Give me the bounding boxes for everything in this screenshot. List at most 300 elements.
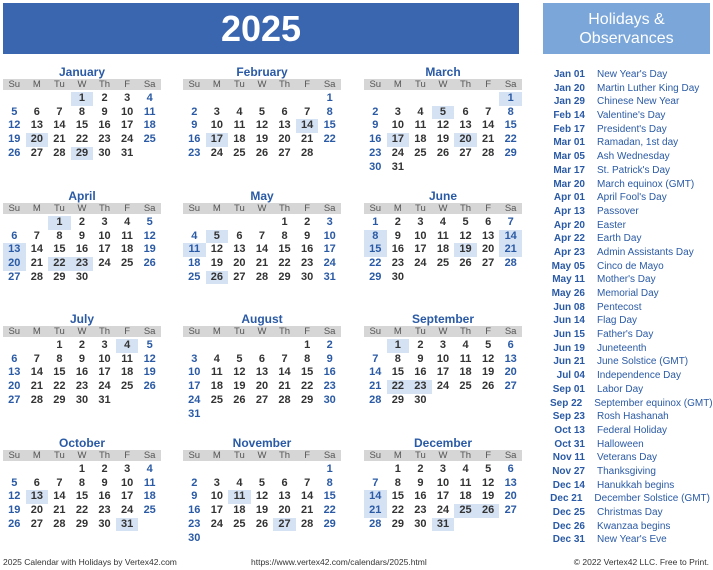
weekday-label: Sa <box>143 79 156 90</box>
day-cell: 7 <box>258 229 266 242</box>
day-cell: 19 <box>255 504 269 517</box>
day-cell: 12 <box>482 476 495 489</box>
weekday-label: F <box>304 450 310 461</box>
weekday-header <box>364 79 522 90</box>
month-june <box>364 189 522 296</box>
weekday-label: F <box>485 450 491 461</box>
day-cell: 1 <box>78 463 86 475</box>
day-cell: 27 <box>504 504 517 517</box>
holiday-name: Juneteenth <box>597 342 647 354</box>
day-cell: 11 <box>211 366 223 379</box>
day-cell: 29 <box>53 393 66 406</box>
holiday-item <box>550 178 710 192</box>
day-cell: 6 <box>281 476 288 489</box>
day-cell: 24 <box>98 257 111 270</box>
day-cell: 5 <box>485 339 492 351</box>
weekday-label: Tu <box>54 326 65 337</box>
weekday-label: M <box>212 450 221 461</box>
day-cell: 25 <box>436 257 450 270</box>
holiday-day-cell: 4 <box>116 339 139 353</box>
weekday-header <box>3 79 161 90</box>
day-cell: 13 <box>504 352 517 365</box>
weekday-label: F <box>304 79 310 90</box>
day-cell: 1 <box>394 463 401 475</box>
holiday-day-cell: 15 <box>364 243 387 257</box>
weekday-header <box>183 326 341 337</box>
day-cell: 24 <box>391 146 404 159</box>
day-cell: 29 <box>278 270 291 283</box>
day-cell: 20 <box>482 243 495 256</box>
day-cell: 7 <box>485 105 492 118</box>
holiday-date: May 26 <box>551 288 585 299</box>
holiday-day-cell: 13 <box>26 490 49 504</box>
day-cell: 28 <box>255 270 269 283</box>
day-cell: 17 <box>436 490 450 503</box>
day-cell: 4 <box>439 216 447 228</box>
weekday-header <box>3 450 161 461</box>
holiday-date: Dec 26 <box>552 520 585 532</box>
holiday-name: Cinco de Mayo <box>597 260 664 272</box>
holiday-day-cell: 26 <box>206 271 229 285</box>
month-days <box>364 461 522 543</box>
holiday-name: December Solstice (GMT) <box>594 493 710 505</box>
day-cell: 28 <box>369 393 382 406</box>
holiday-day-cell: 17 <box>206 133 229 147</box>
weekday-label: Tu <box>234 79 245 90</box>
day-cell: 25 <box>459 380 472 393</box>
day-cell: 5 <box>146 339 153 351</box>
weekday-label: Tu <box>415 203 426 214</box>
holiday-day-cell: 14 <box>364 490 387 504</box>
day-cell: 6 <box>485 216 492 228</box>
day-cell: 23 <box>391 257 404 270</box>
weekday-label: Tu <box>54 79 65 90</box>
day-cell: 17 <box>121 490 134 503</box>
day-cell: 31 <box>391 160 404 173</box>
day-cell: 5 <box>236 352 243 365</box>
day-cell: 4 <box>417 105 424 118</box>
day-cell: 7 <box>372 352 379 365</box>
holiday-day-cell: 31 <box>116 518 139 532</box>
holiday-day-cell: 22 <box>387 380 410 394</box>
holidays-header-text: Holidays & Observances <box>579 10 674 47</box>
holiday-date: Oct 13 <box>554 424 585 436</box>
day-cell: 16 <box>414 366 427 379</box>
holiday-day-cell: 20 <box>26 133 49 147</box>
day-cell: 15 <box>53 366 66 379</box>
day-cell: 12 <box>459 229 472 242</box>
weekday-label: F <box>485 79 491 90</box>
holiday-name: March equinox (GMT) <box>597 178 695 190</box>
holiday-day-cell: 1 <box>48 216 71 230</box>
day-cell: 30 <box>391 270 404 283</box>
day-cell: 19 <box>482 366 495 379</box>
month-april <box>3 189 161 296</box>
day-cell: 22 <box>504 133 517 146</box>
day-cell: 15 <box>278 243 291 256</box>
day-cell: 3 <box>124 92 131 104</box>
holiday-date: Sep 22 <box>550 397 583 409</box>
day-cell: 24 <box>323 257 336 270</box>
holiday-day-cell: 14 <box>499 230 522 244</box>
day-cell: 18 <box>121 243 134 256</box>
day-cell: 12 <box>143 352 156 365</box>
weekday-label: Tu <box>415 326 426 337</box>
holiday-day-cell: 5 <box>432 106 455 120</box>
day-cell: 15 <box>323 490 336 503</box>
holiday-date: May 11 <box>552 274 585 286</box>
day-cell: 23 <box>98 504 111 517</box>
weekday-label: Sa <box>143 203 156 214</box>
holiday-date: Dec 31 <box>552 534 585 546</box>
month-march <box>364 65 522 172</box>
day-cell: 20 <box>255 380 269 393</box>
day-cell: 27 <box>8 393 21 406</box>
day-cell: 30 <box>98 517 111 530</box>
weekday-label: Sa <box>323 326 336 337</box>
holiday-day-cell: 1 <box>71 92 94 106</box>
day-cell: 3 <box>191 352 198 365</box>
day-cell: 3 <box>439 463 447 475</box>
day-cell: 20 <box>233 257 246 270</box>
day-cell: 29 <box>391 517 404 530</box>
day-cell: 29 <box>75 517 89 530</box>
weekday-label: W <box>77 450 87 461</box>
day-cell: 6 <box>507 339 514 351</box>
day-cell: 4 <box>462 463 469 475</box>
holiday-date: Mar 20 <box>553 178 585 190</box>
holiday-item <box>550 492 710 506</box>
day-cell: 20 <box>278 133 291 146</box>
day-cell: 8 <box>507 105 514 118</box>
day-cell: 5 <box>485 463 492 475</box>
holiday-name: Independence Day <box>597 370 681 382</box>
weekday-label: M <box>393 203 402 214</box>
day-cell: 21 <box>369 380 382 393</box>
month-days <box>183 90 341 172</box>
holiday-item <box>550 205 710 219</box>
month-name: August <box>241 312 283 326</box>
day-cell: 7 <box>304 476 311 489</box>
day-cell: 27 <box>30 146 43 159</box>
day-cell: 24 <box>436 380 450 393</box>
weekday-label: Th <box>98 450 111 461</box>
month-days <box>3 90 161 172</box>
day-cell: 23 <box>75 380 89 393</box>
day-cell: 19 <box>143 366 156 379</box>
holiday-name: Chinese New Year <box>597 96 680 108</box>
weekday-label: Sa <box>323 79 336 90</box>
holiday-date: Jan 20 <box>553 82 585 94</box>
weekday-label: F <box>485 203 491 214</box>
holiday-name: Federal Holiday <box>597 424 668 436</box>
day-cell: 18 <box>143 119 156 132</box>
month-name: October <box>58 436 105 450</box>
month-september <box>364 312 522 419</box>
day-cell: 10 <box>210 119 223 132</box>
day-cell: 21 <box>278 380 291 393</box>
weekday-label: M <box>32 203 41 214</box>
day-cell: 11 <box>414 119 427 132</box>
holiday-date: Oct 31 <box>554 438 585 450</box>
holiday-name: New Year's Eve <box>597 534 667 546</box>
day-cell: 10 <box>436 352 450 365</box>
weekday-label: W <box>77 326 87 337</box>
day-cell: 24 <box>121 133 134 146</box>
weekday-label: Su <box>369 79 382 90</box>
holiday-day-cell: 11 <box>228 490 251 504</box>
day-cell: 27 <box>255 393 269 406</box>
day-cell: 2 <box>417 339 424 351</box>
month-days <box>364 337 522 419</box>
weekday-label: M <box>212 326 221 337</box>
holiday-item <box>550 191 710 205</box>
day-cell: 14 <box>53 490 66 503</box>
weekday-label: Th <box>98 326 111 337</box>
day-cell: 12 <box>482 352 495 365</box>
day-cell: 28 <box>53 146 66 159</box>
day-cell: 24 <box>121 504 134 517</box>
day-cell: 6 <box>236 229 243 242</box>
weekday-label: Th <box>278 203 291 214</box>
weekday-header <box>183 203 341 214</box>
day-cell: 9 <box>326 352 333 365</box>
holiday-name: Thanksgiving <box>597 465 656 477</box>
weekday-header <box>3 326 161 337</box>
day-cell: 16 <box>369 133 382 146</box>
day-cell: 26 <box>255 517 269 530</box>
weekday-label: Sa <box>323 450 336 461</box>
day-cell: 7 <box>33 352 40 365</box>
holiday-name: Ramadan, 1st day <box>597 137 679 149</box>
weekday-label: M <box>393 79 402 90</box>
holiday-name: Mother's Day <box>597 274 656 286</box>
day-cell: 5 <box>258 476 266 489</box>
weekday-label: Th <box>278 79 291 90</box>
day-cell: 20 <box>8 380 21 393</box>
day-cell: 3 <box>124 463 131 475</box>
day-cell: 23 <box>323 380 336 393</box>
day-cell: 29 <box>369 270 382 283</box>
day-cell: 16 <box>75 243 89 256</box>
weekday-label: Su <box>188 450 201 461</box>
day-cell: 10 <box>323 229 336 242</box>
day-cell: 17 <box>121 119 134 132</box>
day-cell: 14 <box>255 243 269 256</box>
day-cell: 23 <box>188 517 201 530</box>
day-cell: 24 <box>436 504 450 517</box>
weekday-label: Sa <box>504 450 517 461</box>
day-cell: 10 <box>98 352 111 365</box>
day-cell: 2 <box>191 476 198 489</box>
holiday-date: Jan 29 <box>553 96 585 108</box>
day-cell: 19 <box>210 257 223 270</box>
day-cell: 19 <box>233 380 246 393</box>
day-cell: 4 <box>236 105 243 118</box>
holiday-item <box>550 109 710 123</box>
day-cell: 16 <box>301 243 314 256</box>
day-cell: 12 <box>233 366 246 379</box>
day-cell: 10 <box>121 105 134 118</box>
day-cell: 10 <box>436 476 450 489</box>
day-cell: 6 <box>11 229 18 242</box>
day-cell: 28 <box>30 270 43 283</box>
day-cell: 18 <box>233 504 246 517</box>
holiday-date: Mar 05 <box>553 151 585 163</box>
day-cell: 31 <box>121 146 134 159</box>
month-days <box>183 461 341 543</box>
holiday-date: Apr 23 <box>553 246 585 258</box>
day-cell: 19 <box>255 133 269 146</box>
holiday-item <box>550 123 710 137</box>
weekday-label: Su <box>8 450 21 461</box>
holiday-name: Earth Day <box>597 233 642 245</box>
day-cell: 9 <box>191 119 198 132</box>
day-cell: 12 <box>8 490 21 503</box>
holiday-item <box>550 410 710 424</box>
holiday-item <box>550 438 710 452</box>
month-august <box>183 312 341 419</box>
day-cell: 7 <box>304 105 311 118</box>
day-cell: 28 <box>301 517 314 530</box>
weekday-label: Th <box>98 203 111 214</box>
day-cell: 26 <box>8 517 21 530</box>
weekday-label: M <box>393 450 402 461</box>
day-cell: 12 <box>8 119 21 132</box>
holiday-date: Apr 20 <box>553 219 585 231</box>
day-cell: 21 <box>30 380 43 393</box>
weekday-label: Su <box>188 326 201 337</box>
month-name: November <box>232 436 292 450</box>
holiday-item <box>550 301 710 315</box>
day-cell: 13 <box>278 490 291 503</box>
holiday-name: Valentine's Day <box>597 110 666 122</box>
day-cell: 3 <box>439 339 447 351</box>
day-cell: 26 <box>255 146 269 159</box>
day-cell: 30 <box>323 393 336 406</box>
weekday-label: Th <box>459 326 472 337</box>
day-cell: 4 <box>124 216 131 228</box>
holiday-date: Jun 21 <box>553 356 585 368</box>
holiday-day-cell: 11 <box>183 243 206 257</box>
day-cell: 9 <box>101 105 108 118</box>
holiday-name: Memorial Day <box>597 288 659 299</box>
day-cell: 28 <box>301 146 314 159</box>
holiday-item <box>550 95 710 109</box>
day-cell: 28 <box>369 517 382 530</box>
day-cell: 9 <box>78 229 86 242</box>
day-cell: 26 <box>482 380 495 393</box>
day-cell: 17 <box>323 243 336 256</box>
holiday-name: St. Patrick's Day <box>597 164 671 176</box>
holiday-item <box>550 383 710 397</box>
day-cell: 2 <box>304 216 311 228</box>
day-cell: 3 <box>101 216 108 228</box>
weekday-header <box>183 450 341 461</box>
day-cell: 7 <box>33 229 40 242</box>
day-cell: 31 <box>323 270 336 283</box>
day-cell: 11 <box>459 352 472 365</box>
day-cell: 8 <box>56 352 63 365</box>
footer-url[interactable]: https://www.vertex42.com/calendars/2025.html <box>251 557 427 567</box>
day-cell: 26 <box>8 146 21 159</box>
holiday-day-cell: 14 <box>296 119 319 133</box>
weekday-label: W <box>438 79 448 90</box>
day-cell: 8 <box>326 105 333 118</box>
holiday-item <box>550 451 710 465</box>
day-cell: 9 <box>417 352 424 365</box>
holiday-date: Mar 17 <box>553 164 585 176</box>
day-cell: 15 <box>75 490 89 503</box>
holiday-date: Jun 14 <box>553 315 585 327</box>
day-cell: 17 <box>188 380 201 393</box>
holiday-item <box>550 136 710 150</box>
day-cell: 27 <box>482 257 495 270</box>
day-cell: 4 <box>213 352 220 365</box>
weekday-label: W <box>438 450 448 461</box>
weekday-header <box>364 203 522 214</box>
holiday-date: Apr 22 <box>553 233 585 245</box>
day-cell: 10 <box>391 119 404 132</box>
day-cell: 25 <box>233 146 246 159</box>
footer-left: 2025 Calendar with Holidays by Vertex42.com <box>3 557 177 567</box>
day-cell: 16 <box>98 119 111 132</box>
holiday-item <box>550 82 710 96</box>
weekday-label: Th <box>278 326 291 337</box>
day-cell: 6 <box>11 352 18 365</box>
holiday-item <box>550 397 713 411</box>
day-cell: 5 <box>462 216 469 228</box>
day-cell: 1 <box>326 463 333 475</box>
weekday-label: Tu <box>54 450 65 461</box>
day-cell: 28 <box>30 393 43 406</box>
weekday-label: W <box>257 79 267 90</box>
weekday-label: Su <box>8 79 21 90</box>
day-cell: 9 <box>191 490 198 503</box>
holiday-name: Father's Day <box>597 329 654 341</box>
holiday-name: Veterans Day <box>597 452 658 464</box>
weekday-label: Su <box>369 203 382 214</box>
weekday-label: Su <box>188 79 201 90</box>
day-cell: 17 <box>98 366 111 379</box>
day-cell: 3 <box>213 105 220 118</box>
day-cell: 8 <box>326 476 333 489</box>
weekday-label: Tu <box>415 79 426 90</box>
day-cell: 16 <box>188 504 201 517</box>
weekday-label: M <box>32 450 41 461</box>
holiday-date: Dec 21 <box>550 493 583 505</box>
day-cell: 26 <box>233 393 246 406</box>
month-july <box>3 312 161 419</box>
day-cell: 7 <box>281 352 288 365</box>
day-cell: 6 <box>462 105 469 118</box>
day-cell: 4 <box>191 229 198 242</box>
weekday-label: M <box>393 326 402 337</box>
day-cell: 30 <box>75 393 89 406</box>
month-october <box>3 436 161 543</box>
weekday-label: F <box>124 326 130 337</box>
day-cell: 14 <box>301 490 314 503</box>
holiday-item <box>550 479 710 493</box>
holiday-item <box>550 260 710 274</box>
weekday-label: F <box>485 326 491 337</box>
day-cell: 13 <box>504 476 517 489</box>
holiday-name: Hanukkah begins <box>597 479 675 491</box>
day-cell: 29 <box>504 146 517 159</box>
holiday-day-cell: 1 <box>499 92 522 106</box>
holiday-name: New Year's Day <box>597 69 668 80</box>
day-cell: 11 <box>437 229 449 242</box>
